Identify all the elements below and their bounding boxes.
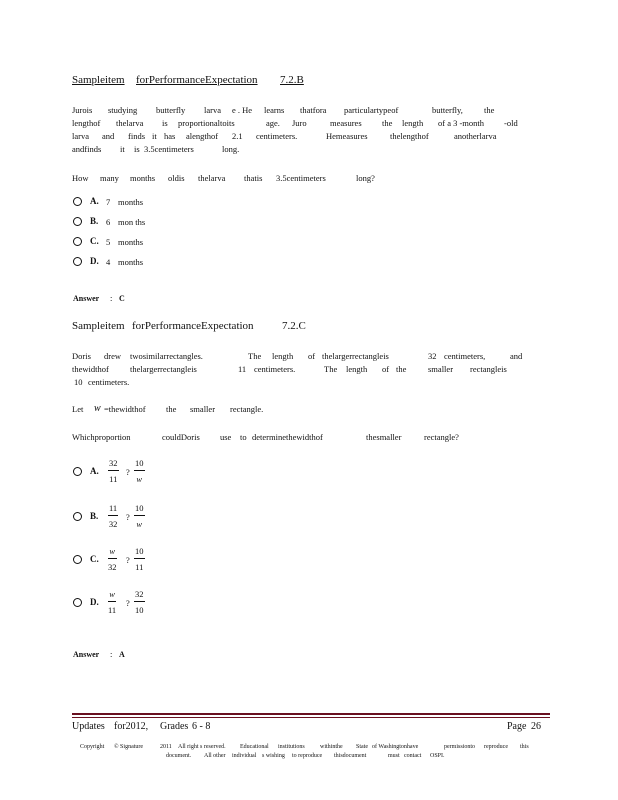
p1-l3-w7: centimeters. [256,131,298,141]
p2-l1-w9: and [510,351,523,361]
q2-w0: Whichproportion [72,432,131,442]
option-letter: D. [90,256,99,266]
p2-l1-w8: centimeters, [444,351,486,361]
fraction-bar [108,601,116,602]
p2-l2-w6: of [382,364,390,374]
p2-l2-w1: thelargerrectangleis [130,364,197,374]
item1-heading-b: forPerformanceExpectation [136,74,258,86]
q1-w5: thatis [244,173,263,183]
c2-w6: must [388,753,400,759]
p1-l2-w3: proportionaltoits [178,118,235,128]
option-letter: C. [90,236,99,246]
option-unit: mon ths [118,217,146,227]
option-letter: A. [90,196,99,206]
option-letter: C. [90,554,99,564]
p2-l2-w9: rectangleis [470,364,507,374]
p2-l1-w2: twosimilarrectangles. [130,351,203,361]
p2-l2-w8: smaller [428,364,454,374]
fraction-bar [134,558,145,559]
p1-l2-w8: length [402,118,424,128]
numerator: w [109,589,115,599]
let-w0: Let [72,404,84,414]
p1-l2-w6: measures [330,118,362,128]
p2-l2-w4: The [324,364,338,374]
fraction-bar [108,470,119,471]
numerator: 32 [135,589,144,599]
item2-answer-label: Answer [73,650,100,659]
fraction-left [108,546,117,572]
footer-left-b: for2012, [114,721,149,732]
c1-w5: institutions [278,744,305,750]
option-unit: months [118,237,144,247]
numerator: 10 [135,546,144,556]
numerator: 10 [135,503,144,513]
option-value: 6 [106,217,111,227]
item2-heading-a: Sampleitem [72,320,125,332]
radio-circle-icon[interactable] [73,257,82,266]
p2-l1-w3: The [248,351,262,361]
c1-w0: Copyright [80,744,105,750]
proportion-sep: ? [126,467,130,477]
radio-circle-icon[interactable] [73,467,82,476]
footer-left-d: 6 - 8 [192,721,211,732]
radio-circle-icon[interactable] [73,197,82,206]
c1-w7: State [356,744,368,750]
c1-w9: permissionto [444,744,475,750]
p1-l2-w7: the [382,118,393,128]
denominator: w [136,474,143,484]
let-w4: smaller [190,404,216,414]
fraction-left [108,503,118,529]
item2-answer-value: A [119,650,125,659]
p1-l4-w4: long. [222,144,240,154]
denominator: 10 [135,605,144,615]
q1-w7: long? [356,173,375,183]
denominator: 11 [109,474,118,484]
p1-l2-w10: -old [504,118,518,128]
numerator: 10 [135,458,144,468]
p1-l2-w0: lengthof [72,118,101,128]
p2-l2-w2: 11 [238,364,247,374]
fraction-right [134,458,145,484]
footer-left-c: Grades [160,721,189,732]
p2-l2-w0: thewidthof [72,364,109,374]
p1-l1-w3: larva [204,105,221,115]
denominator: 11 [135,562,144,572]
radio-circle-icon[interactable] [73,237,82,246]
c1-w10: reproduce [484,744,508,750]
p1-l1-w2: butterfly [156,105,186,115]
p1-l1-w1: studying [108,105,138,115]
q2-w5: thesmaller [366,432,402,442]
p1-l3-w9: thelengthof [390,131,429,141]
p2-l1-w4: length [272,351,294,361]
item1-answer-value: C [119,294,125,303]
p1-l2-w2: is [162,118,168,128]
item1-answer-sep: : [110,293,113,303]
q1-w1: many [100,173,119,183]
p1-l1-w7: particulartypeof [344,105,399,115]
item1-heading-a: Sampleitem [72,74,125,86]
item2-answer-sep: : [110,649,113,659]
footer-rule-thin [72,717,550,718]
fraction-left [108,458,119,484]
p2-l1-w0: Doris [72,351,91,361]
p2-l2-w5: length [346,364,368,374]
page-number: 26 [531,721,541,732]
p1-l3-w3: it [152,131,157,141]
p1-l2-w4: age. [266,118,280,128]
p1-l4-w3: 3.5centimeters [144,144,194,154]
p2-l1-w5: of [308,351,316,361]
fraction-bar [134,470,145,471]
let-w3: the [166,404,177,414]
radio-circle-icon[interactable] [73,512,82,521]
p2-l2-w7: the [396,364,407,374]
numerator: w [109,546,116,556]
fraction-right [134,503,145,529]
c1-w6: withinthe [320,744,343,750]
fraction-bar [134,601,145,602]
p2-l2-w3: centimeters. [254,364,296,374]
q2-w6: rectangle? [424,432,459,442]
option-letter: A. [90,466,99,476]
p2-l1-w7: 32 [428,351,437,361]
proportion-sep: ? [126,512,130,522]
p1-l4-w1: it [120,144,125,154]
q1-w2: months [130,173,156,183]
p1-l1-w4: e . He [232,105,253,115]
denominator: 32 [108,562,117,572]
p1-l4-w0: andfinds [72,144,102,154]
p1-l3-w2: finds [128,131,145,141]
q2-w1: couldDoris [162,432,200,442]
c1-w11: this [520,744,529,750]
let-w5: rectangle. [230,404,264,414]
option-unit: months [118,257,144,267]
p1-l1-w6: thatfora [300,105,327,115]
numerator: 11 [109,503,118,513]
p1-l3-w6: 2.1 [232,131,243,141]
c1-w8: of Washingtonhave [372,744,419,750]
option-value: 5 [106,237,111,247]
p2-l3-w1: centimeters. [88,377,130,387]
p1-l1-w9: the [484,105,495,115]
p1-l3-w5: alengthof [186,131,219,141]
c1-w3: All right s reserved. [178,744,226,750]
q2-w3: to [240,432,247,442]
radio-circle-icon[interactable] [73,598,82,607]
fraction-bar [108,558,117,559]
c1-w1: © Signature [114,744,144,750]
c2-w7: contact [404,753,422,759]
p1-l3-w0: larva [72,131,89,141]
radio-circle-icon[interactable] [73,555,82,564]
c2-w2: individual [232,753,257,759]
item1-answer-label: Answer [73,294,100,303]
option-value: 7 [106,197,111,207]
footer-rule-thick [72,713,550,715]
page-label: Page [507,721,527,732]
p1-l3-w8: Hemeasures [326,131,368,141]
let-w1: w [94,403,101,414]
c1-w4: Educational [240,744,269,750]
denominator: 32 [108,519,118,529]
denominator: 11 [108,605,117,615]
c2-w1: All other [204,753,226,759]
p1-l2-w1: thelarva [116,118,144,128]
p1-l1-w0: Jurois [72,105,93,115]
fraction-bar [134,515,145,516]
item2-heading-c: 7.2.C [282,320,306,332]
c1-w2: 2011 [160,744,172,750]
fraction-bar [108,515,118,516]
c2-w8: OSPI. [430,753,445,759]
proportion-sep: ? [126,555,130,565]
radio-circle-icon[interactable] [73,217,82,226]
let-w2: =thewidthof [104,404,146,414]
item2-heading-b: forPerformanceExpectation [132,320,254,332]
c2-w3: s wishing [262,753,285,759]
p2-l1-w1: drew [104,351,121,361]
p2-l1-w6: thelargerrectangleis [322,351,389,361]
p1-l3-w1: and [102,131,115,141]
p1-l1-w8: butterfly, [432,105,463,115]
item1-heading-c: 7.2.B [280,74,304,86]
q2-w2: use [220,432,232,442]
p1-l4-w2: is [134,144,140,154]
p1-l2-w5: Juro [292,118,307,128]
option-value: 4 [106,257,111,267]
proportion-sep: ? [126,598,130,608]
p1-l3-w10: anotherlarva [454,131,497,141]
fraction-right [134,589,145,615]
p1-l3-w4: has [164,131,176,141]
fraction-right [134,546,145,572]
denominator: w [136,519,143,529]
c2-w4: to reproduce [292,753,323,759]
option-letter: D. [90,597,99,607]
c2-w0: document. [166,753,192,759]
q1-w6: 3.5centimeters [276,173,326,183]
p2-l3-w0: 10 [74,377,83,387]
p1-l1-w5: learns [264,105,285,115]
c2-w5: thisdocument [334,753,367,759]
option-letter: B. [90,511,99,521]
p1-l2-w9: of a 3 -month [438,118,485,128]
fraction-left [108,589,116,615]
q1-w3: oldis [168,173,185,183]
footer-left-a: Updates [72,721,105,732]
q1-w4: thelarva [198,173,226,183]
option-letter: B. [90,216,99,226]
q2-w4: determinethewidthof [252,432,323,442]
option-unit: months [118,197,144,207]
numerator: 32 [109,458,118,468]
q1-w0: How [72,173,89,183]
